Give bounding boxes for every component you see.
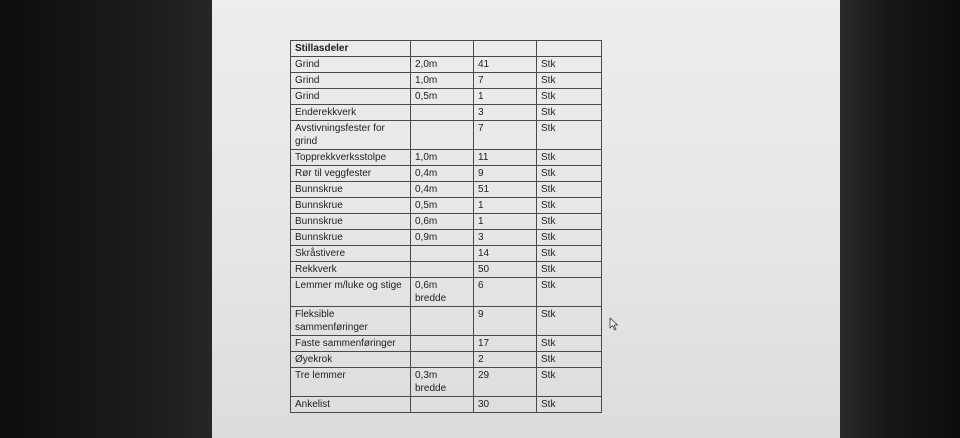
item-name-cell: Øyekrok [291, 352, 411, 368]
item-unit-cell: Stk [537, 198, 602, 214]
item-name-cell: Faste sammenføringer [291, 336, 411, 352]
item-unit-cell: Stk [537, 150, 602, 166]
item-unit-cell: Stk [537, 214, 602, 230]
item-size-cell [411, 352, 474, 368]
item-size-cell: 0,9m [411, 230, 474, 246]
table-row [291, 73, 602, 89]
item-unit-cell: Stk [537, 57, 602, 73]
item-name-cell: Bunnskrue [291, 182, 411, 198]
item-name-cell: Topprekkverksstolpe [291, 150, 411, 166]
item-size-cell [411, 336, 474, 352]
item-name-cell: Bunnskrue [291, 230, 411, 246]
item-unit-cell: Stk [537, 278, 602, 307]
item-size-cell [411, 246, 474, 262]
table-row [291, 278, 602, 307]
item-quantity-cell: 50 [474, 262, 537, 278]
item-unit-cell: Stk [537, 182, 602, 198]
item-unit-cell: Stk [537, 307, 602, 336]
table-cell [537, 41, 602, 57]
table-cell [474, 41, 537, 57]
item-quantity-cell: 3 [474, 230, 537, 246]
item-quantity-cell: 14 [474, 246, 537, 262]
table-row [291, 368, 602, 397]
item-quantity-cell: 30 [474, 397, 537, 413]
item-name-cell: Ankelist [291, 397, 411, 413]
item-name-cell: Tre lemmer [291, 368, 411, 397]
item-name-cell: Enderekkverk [291, 105, 411, 121]
item-name-cell: Skråstivere [291, 246, 411, 262]
item-unit-cell: Stk [537, 89, 602, 105]
item-name-cell: Lemmer m/luke og stige [291, 278, 411, 307]
item-size-cell: 2,0m [411, 57, 474, 73]
item-name-cell: Grind [291, 57, 411, 73]
table-row [291, 336, 602, 352]
item-name-cell: Bunnskrue [291, 214, 411, 230]
item-quantity-cell: 6 [474, 278, 537, 307]
mouse-pointer-icon [609, 317, 619, 331]
item-size-cell: 0,6m bredde [411, 278, 474, 307]
item-quantity-cell: 51 [474, 182, 537, 198]
item-size-cell [411, 262, 474, 278]
item-unit-cell: Stk [537, 368, 602, 397]
item-quantity-cell: 7 [474, 121, 537, 150]
item-name-cell: Fleksible sammenføringer [291, 307, 411, 336]
document-page [212, 0, 840, 438]
item-name-cell: Grind [291, 73, 411, 89]
table-row [291, 57, 602, 73]
item-name-cell: Grind [291, 89, 411, 105]
table-header-row [291, 41, 602, 57]
item-unit-cell: Stk [537, 262, 602, 278]
item-quantity-cell: 11 [474, 150, 537, 166]
item-unit-cell: Stk [537, 121, 602, 150]
item-unit-cell: Stk [537, 230, 602, 246]
item-size-cell: 0,5m [411, 198, 474, 214]
item-unit-cell: Stk [537, 352, 602, 368]
table-row [291, 121, 602, 150]
table-row [291, 105, 602, 121]
item-size-cell [411, 397, 474, 413]
item-size-cell: 0,3m bredde [411, 368, 474, 397]
item-quantity-cell: 1 [474, 198, 537, 214]
item-name-cell: Bunnskrue [291, 198, 411, 214]
item-size-cell: 0,4m [411, 166, 474, 182]
item-unit-cell: Stk [537, 73, 602, 89]
item-unit-cell: Stk [537, 397, 602, 413]
table-row [291, 262, 602, 278]
table-row [291, 307, 602, 336]
table-row [291, 397, 602, 413]
item-unit-cell: Stk [537, 246, 602, 262]
item-name-cell: Rør til veggfester [291, 166, 411, 182]
table-row [291, 166, 602, 182]
item-quantity-cell: 2 [474, 352, 537, 368]
table-row [291, 89, 602, 105]
item-quantity-cell: 29 [474, 368, 537, 397]
table-row [291, 352, 602, 368]
item-size-cell [411, 105, 474, 121]
item-size-cell [411, 121, 474, 150]
item-unit-cell: Stk [537, 105, 602, 121]
item-quantity-cell: 41 [474, 57, 537, 73]
item-size-cell: 0,6m [411, 214, 474, 230]
table-row [291, 214, 602, 230]
item-quantity-cell: 3 [474, 105, 537, 121]
item-quantity-cell: 7 [474, 73, 537, 89]
monitor-bezel-right [840, 0, 960, 438]
table-row [291, 246, 602, 262]
monitor-bezel-left [0, 0, 212, 438]
table-row [291, 182, 602, 198]
table-cell [411, 41, 474, 57]
item-quantity-cell: 9 [474, 307, 537, 336]
item-name-cell: Rekkverk [291, 262, 411, 278]
table-header-cell: Stillasdeler [291, 41, 411, 57]
item-quantity-cell: 9 [474, 166, 537, 182]
table-row [291, 150, 602, 166]
table-row [291, 198, 602, 214]
item-quantity-cell: 17 [474, 336, 537, 352]
item-size-cell: 0,4m [411, 182, 474, 198]
item-name-cell: Avstivningsfester for grind [291, 121, 411, 150]
item-unit-cell: Stk [537, 336, 602, 352]
table-row [291, 230, 602, 246]
item-size-cell: 1,0m [411, 150, 474, 166]
item-unit-cell: Stk [537, 166, 602, 182]
stillasdeler-table [290, 40, 602, 413]
item-size-cell [411, 307, 474, 336]
item-quantity-cell: 1 [474, 214, 537, 230]
item-size-cell: 0,5m [411, 89, 474, 105]
item-size-cell: 1,0m [411, 73, 474, 89]
item-quantity-cell: 1 [474, 89, 537, 105]
